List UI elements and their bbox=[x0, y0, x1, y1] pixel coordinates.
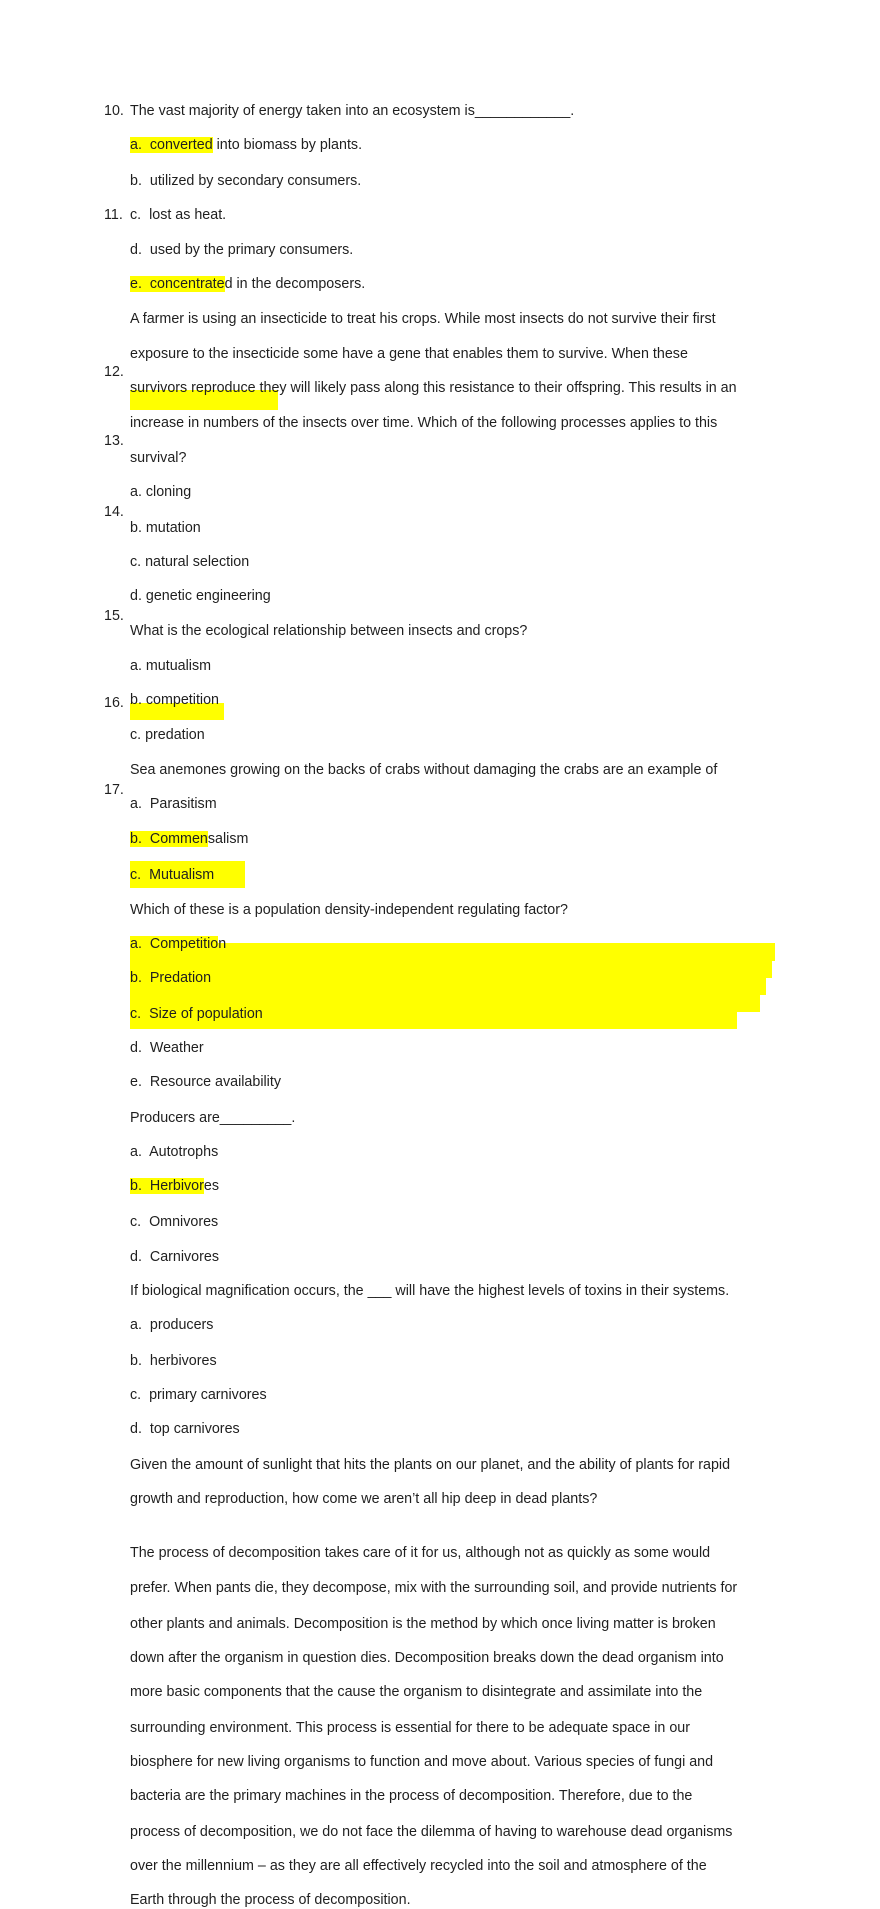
highlighted-text: a. converted bbox=[130, 137, 213, 154]
question-stem: Sea anemones growing on the backs of crabs without damaging the crabs are an example of bbox=[130, 761, 718, 778]
answer-option: c. Mutualism bbox=[130, 866, 215, 883]
question-number: 10. bbox=[104, 103, 124, 119]
question-stem: The vast majority of energy taken into an ecosystem is____________. bbox=[130, 103, 575, 119]
answer-option: e. Resource availability bbox=[130, 1074, 281, 1091]
answer-option: a. Parasitism bbox=[130, 795, 217, 812]
answer-option: b. utilized by secondary consumers. bbox=[130, 172, 362, 189]
answer-option: a. producers bbox=[130, 1317, 214, 1334]
question-stem: growth and reproduction, how come we aren’t all hip deep in dead plants? bbox=[130, 1490, 598, 1507]
question-number: 11. bbox=[104, 207, 123, 223]
answer-option: c. natural selection bbox=[130, 553, 250, 570]
answer-option: a. Competition bbox=[130, 936, 227, 953]
answer-option: d. top carnivores bbox=[130, 1421, 240, 1438]
answer-option: c. lost as heat. bbox=[130, 206, 227, 223]
answer-paragraph-line: other plants and animals. Decomposition is the method by which once living matter is broken bbox=[130, 1615, 716, 1632]
answer-option: b. competition bbox=[130, 692, 220, 709]
question-stem: increase in numbers of the insects over time. Which of the following processes applies to this bbox=[130, 414, 718, 431]
answer-option: b. Predation bbox=[130, 970, 212, 987]
highlighted-text: b. Commen bbox=[130, 831, 208, 848]
highlighted-text: e. concentrate bbox=[130, 276, 225, 293]
answer-option: d. Carnivores bbox=[130, 1248, 219, 1265]
question-number: 12. bbox=[104, 364, 124, 380]
question-number: 15. bbox=[104, 608, 124, 624]
question-stem: If biological magnification occurs, the ___ will have the highest levels of toxins in their systems. bbox=[130, 1283, 730, 1300]
answer-paragraph-line: surrounding environment. This process is essential for there to be adequate space in our bbox=[130, 1719, 691, 1736]
answer-paragraph-line: over the millennium – as they are all effectively recycled into the soil and atmosphere of the bbox=[130, 1857, 707, 1874]
answer-option: b. Herbivores bbox=[130, 1178, 220, 1195]
answer-paragraph-line: bacteria are the primary machines in the process of decomposition. Therefore, due to the bbox=[130, 1788, 693, 1805]
answer-paragraph-line: more basic components that the cause the organism to disintegrate and assimilate into the bbox=[130, 1684, 703, 1701]
question-stem: survivors reproduce they will likely pass along this resistance to their offspring. This results in an bbox=[130, 380, 737, 397]
answer-option: a. cloning bbox=[130, 484, 192, 501]
answer-option: d. Weather bbox=[130, 1040, 204, 1057]
answer-paragraph-line: prefer. When pants die, they decompose, mix with the surrounding soil, and provide nutrients for bbox=[130, 1580, 738, 1597]
question-stem: Given the amount of sunlight that hits the plants on our planet, and the ability of plants for rapid bbox=[130, 1456, 731, 1473]
answer-paragraph-line: The process of decomposition takes care of it for us, although not as quickly as some would bbox=[130, 1545, 711, 1562]
answer-option: d. genetic engineering bbox=[130, 588, 271, 605]
answer-option: c. predation bbox=[130, 727, 205, 744]
answer-option: a. mutualism bbox=[130, 657, 212, 674]
question-stem: exposure to the insecticide some have a gene that enables them to survive. When these bbox=[130, 346, 688, 363]
answer-option: a. Autotrophs bbox=[130, 1143, 219, 1160]
question-stem: Which of these is a population density-independent regulating factor? bbox=[130, 901, 568, 918]
question-number: 17. bbox=[104, 782, 124, 798]
answer-option: b. mutation bbox=[130, 519, 201, 536]
answer-paragraph-line: process of decomposition, we do not face the dilemma of having to warehouse dead organisms bbox=[130, 1823, 733, 1840]
answer-paragraph-line: biosphere for new living organisms to function and move about. Various species of fungi and bbox=[130, 1753, 714, 1770]
question-number: 16. bbox=[104, 695, 124, 711]
highlighted-text: b. Herbivor bbox=[130, 1178, 204, 1195]
answer-option: c. primary carnivores bbox=[130, 1386, 267, 1403]
answer-option: e. concentrated in the decomposers. bbox=[130, 276, 366, 293]
answer-option: b. Commensalism bbox=[130, 831, 249, 848]
question-number: 13. bbox=[104, 433, 124, 449]
answer-option: c. Omnivores bbox=[130, 1213, 219, 1230]
question-number: 14. bbox=[104, 504, 124, 520]
question-stem: What is the ecological relationship between insects and crops? bbox=[130, 623, 528, 640]
answer-paragraph-line: down after the organism in question dies. Decomposition breaks down the dead organism into bbox=[130, 1650, 724, 1667]
answer-paragraph-line: Earth through the process of decomposition. bbox=[130, 1892, 411, 1909]
question-stem: survival? bbox=[130, 449, 187, 466]
answer-option: c. Size of population bbox=[130, 1005, 263, 1022]
highlighted-text: a. Competitio bbox=[130, 936, 219, 953]
question-stem: A farmer is using an insecticide to treat his crops. While most insects do not survive their first bbox=[130, 310, 716, 327]
question-stem: Producers are_________. bbox=[130, 1109, 296, 1126]
answer-option: d. used by the primary consumers. bbox=[130, 242, 354, 259]
answer-option: a. converted into biomass by plants. bbox=[130, 137, 363, 154]
answer-option: b. herbivores bbox=[130, 1352, 217, 1369]
